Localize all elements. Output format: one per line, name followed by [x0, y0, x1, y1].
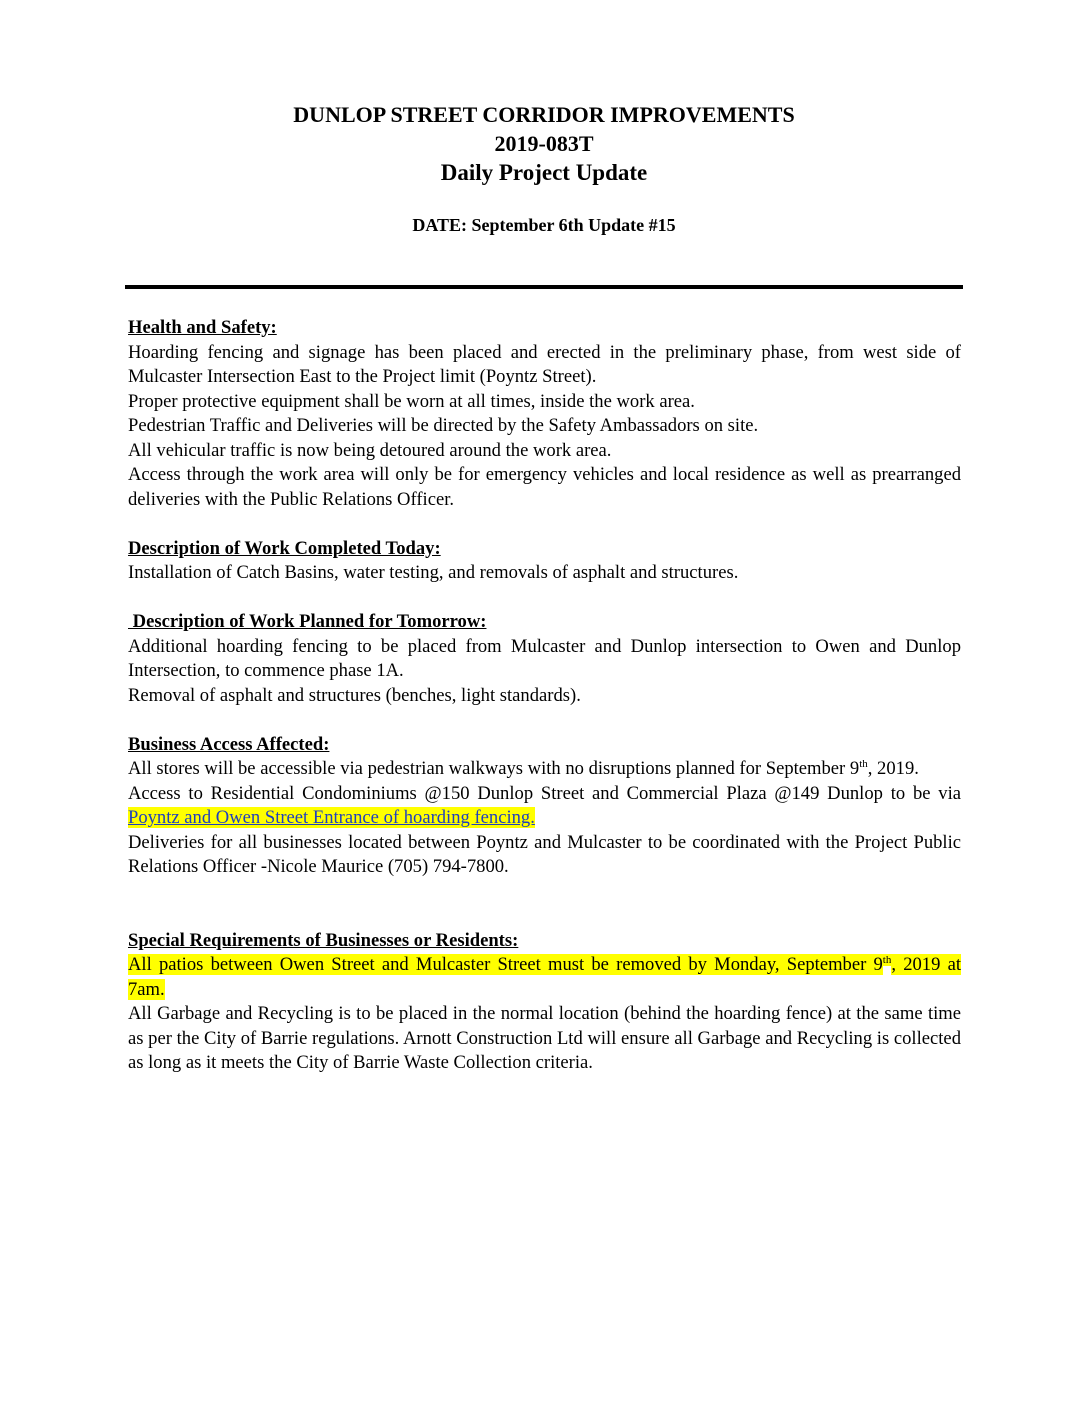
health-safety-paragraph: All vehicular traffic is now being detoured around the work area.	[128, 439, 612, 461]
ordinal-suffix: th	[882, 953, 892, 966]
special-requirements-section	[128, 929, 961, 1076]
document-title: DUNLOP STREET CORRIDOR IMPROVEMENTS	[293, 102, 795, 127]
health-safety-heading: Health and Safety:	[128, 317, 277, 338]
business-access-text: All stores will be accessible via pedestrian walkways with no disruptions planned for September 9	[128, 758, 860, 779]
health-safety-paragraph: Pedestrian Traffic and Deliveries will be directed by the Safety Ambassadors on site.	[128, 415, 759, 436]
highlighted-text: , 2019 at 7am.	[128, 954, 961, 1000]
highlighted-text: All patios between Owen Street and Mulcaster Street must be removed by Monday, September 9	[128, 954, 883, 975]
work-planned-paragraph: Removal of asphalt and structures (benches, light standards).	[128, 684, 581, 706]
ordinal-suffix: th	[859, 757, 868, 770]
business-access-paragraph: Deliveries for all businesses located between Poyntz and Mulcaster to be coordinated with the Project Public Relations Officer -Nicole Maurice (705) 794-7800.	[128, 831, 961, 877]
business-access-text: Access to Residential Condominiums @150 Dunlop Street and Commercial Plaza @149 Dunlop to be via	[128, 782, 961, 804]
special-requirements-paragraph	[128, 953, 961, 1002]
work-planned-section	[128, 610, 961, 708]
business-access-section	[128, 733, 961, 880]
work-completed-section	[128, 537, 961, 586]
header-divider	[125, 285, 963, 289]
work-planned-paragraph: Additional hoarding fencing to be placed from Mulcaster and Dunlop intersection to Owen and Dunlop Intersection, to commence phase 1A.	[128, 635, 961, 681]
health-safety-paragraph: Access through the work area will only be for emergency vehicles and local residence as well as prearranged deliveries with the Public Relations Officer.	[128, 464, 961, 510]
work-completed-paragraph: Installation of Catch Basins, water testing, and removals of asphalt and structures.	[128, 562, 739, 583]
business-access-heading: Business Access Affected:	[128, 733, 330, 755]
document-header	[0, 100, 1088, 237]
business-access-text: , 2019.	[867, 758, 919, 779]
date-line: DATE: September 6th Update #15	[412, 215, 676, 235]
health-safety-paragraph: Proper protective equipment shall be worn at all times, inside the work area.	[128, 390, 695, 412]
special-requirements-paragraph: All Garbage and Recycling is to be placed in the normal location (behind the hoarding fence) at the same time as per the City of Barrie regulations. Arnott Construction Ltd will ensure all Garbage and Recycling is collected as long as it meets the City of Barrie Waste Collection criteria.	[128, 1003, 961, 1073]
special-requirements-heading: Special Requirements of Businesses or Residents:	[128, 929, 519, 951]
health-safety-paragraph: Hoarding fencing and signage has been placed and erected in the preliminary phase, from west side of Mulcaster Intersection East to the Project limit (Poyntz Street).	[128, 341, 961, 387]
document-subtitle: Daily Project Update	[440, 160, 648, 185]
work-planned-heading: Description of Work Planned for Tomorrow:	[128, 611, 487, 632]
work-completed-heading: Description of Work Completed Today:	[128, 537, 441, 559]
entrance-link[interactable]: Poyntz and Owen Street Entrance of hoarding fencing.	[128, 807, 535, 828]
project-number: 2019-083T	[494, 131, 594, 156]
business-access-paragraph	[128, 757, 961, 782]
business-access-paragraph	[128, 782, 961, 831]
document-body	[128, 316, 961, 1100]
health-safety-section	[128, 316, 961, 512]
